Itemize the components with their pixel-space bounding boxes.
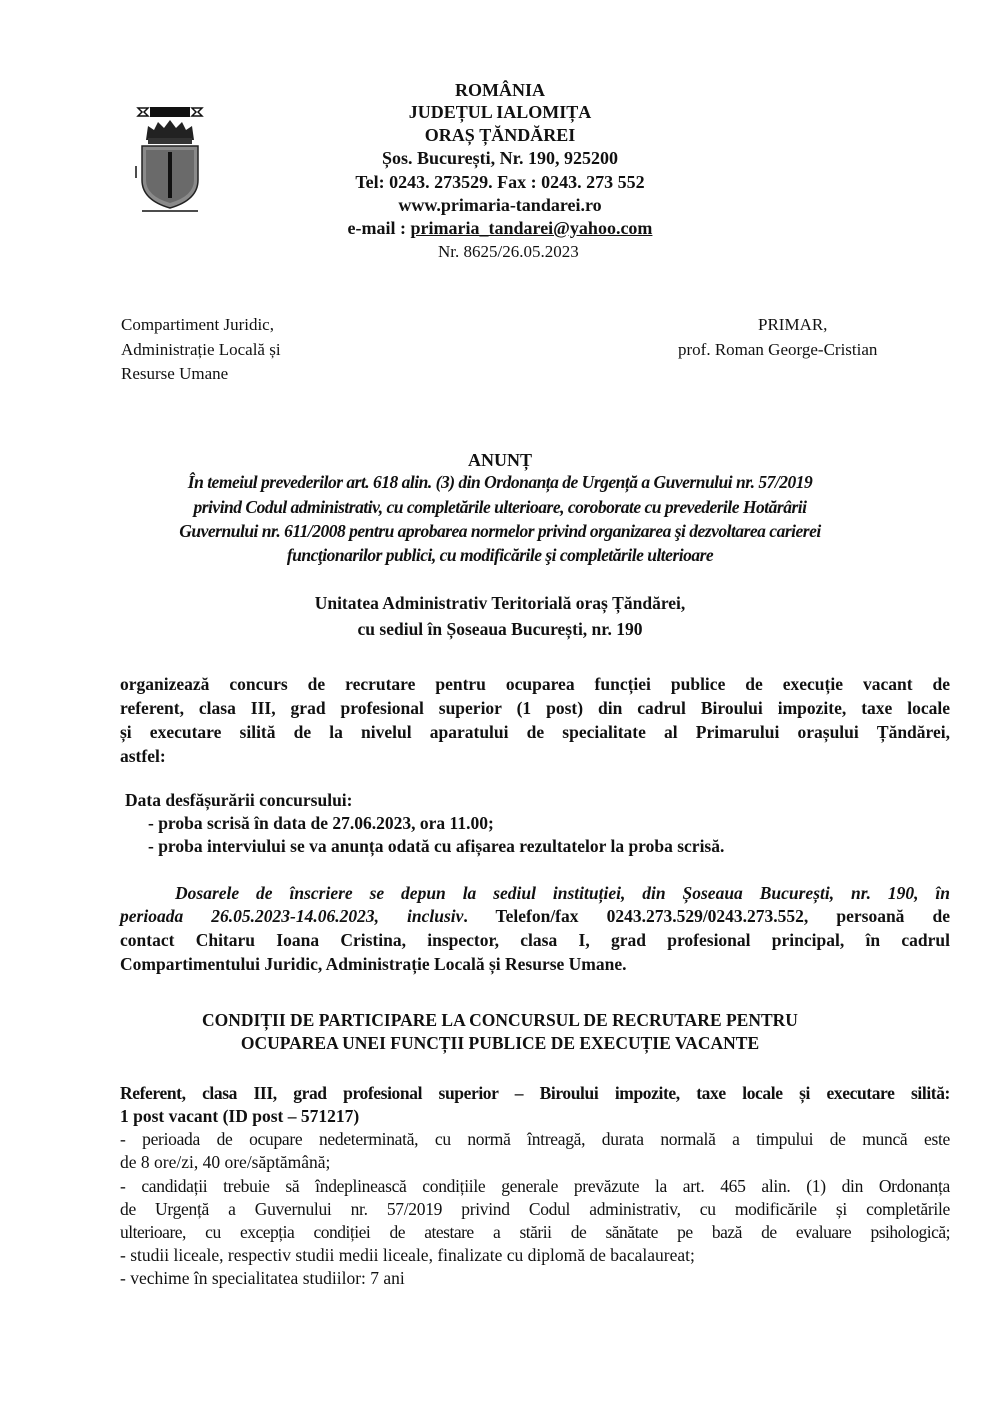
files-line: Dosarele de înscriere se depun la sediul instituției, din Șoseaua București, nr. 190, în: [175, 883, 950, 903]
document-number: Nr. 8625/26.05.2023: [438, 242, 579, 261]
header-email-line: [0, 218, 1000, 239]
email-link[interactable]: primaria_tandarei@yahoo.com: [410, 218, 653, 238]
conditions-title-line: CONDIȚII DE PARTICIPARE LA CONCURSUL DE RECRUTARE PENTRU: [202, 1010, 798, 1030]
files-line: contact Chitaru Ioana Cristina, inspector, clasa I, grad profesional principal, în cadrul: [120, 930, 950, 950]
sender-line: Administrație Locală și: [121, 340, 281, 359]
header-country: ROMÂNIA: [455, 80, 545, 100]
condition-line: - studii liceale, respectiv studii medii liceale, finalizate cu diplomă de bacalaureat;: [120, 1245, 695, 1265]
condition-line: - perioada de ocupare nedeterminată, cu normă întreagă, durata normală a timpului de muncă este: [120, 1129, 950, 1149]
legal-basis-line: În temeiul prevederilor art. 618 alin. (3) din Ordonanța de Urgență a Guvernului nr. 57/2019: [187, 472, 813, 492]
header-county: JUDEȚUL IALOMIȚA: [408, 102, 592, 122]
schedule-item: - proba scrisă în data de 27.06.2023, ora 11.00;: [148, 813, 494, 833]
email-label: e-mail :: [347, 218, 411, 238]
approver-name: prof. Roman George-Cristian: [678, 340, 878, 359]
intro-line: referent, clasa III, grad profesional superior (1 post) din cadrul Biroului impozite, taxe locale: [120, 698, 950, 718]
legal-basis-line: Guvernului nr. 611/2008 pentru aprobarea normelor privind organizarea şi dezvoltarea carierei: [179, 521, 821, 541]
header-address: Șos. București, Nr. 190, 925200: [381, 148, 619, 168]
schedule-item: - proba interviului se va anunța odată cu afișarea rezultatelor la proba scrisă.: [148, 836, 725, 856]
sender-line: Compartiment Juridic,: [121, 315, 274, 334]
sender-line: Resurse Umane: [121, 364, 229, 383]
condition-line: de 8 ore/zi, 40 ore/săptămână;: [120, 1152, 331, 1172]
organizer-line: cu sediul în Șoseaua București, nr. 190: [357, 619, 643, 639]
condition-line: de Urgență a Guvernului nr. 57/2019 privind Codul administrativ, cu modificările și completările: [120, 1199, 950, 1219]
organizer-line: Unitatea Administrativ Teritorială oraș Țăndărei,: [314, 593, 686, 613]
announcement-title: ANUNȚ: [467, 450, 532, 470]
condition-line: - candidații trebuie să îndeplinească condițiile generale prevăzute la art. 465 alin. (1) din Ordonanța: [120, 1176, 950, 1196]
conditions-title-line: OCUPAREA UNEI FUNCȚII PUBLICE DE EXECUȚIE VACANTE: [240, 1033, 760, 1053]
schedule-title: Data desfășurării concursului:: [125, 790, 353, 810]
header-phone: Tel: 0243. 273529. Fax : 0243. 273 552: [355, 172, 645, 192]
files-period: perioada 26.05.2023-14.06.2023, inclusiv: [120, 906, 464, 926]
position-line: Referent, clasa III, grad profesional superior – Biroului impozite, taxe locale și executare silită:: [120, 1083, 950, 1103]
header-website: www.primaria-tandarei.ro: [398, 195, 602, 215]
files-line: Compartimentului Juridic, Administrație Locală și Resurse Umane.: [120, 954, 627, 974]
intro-line: și executare silită de la nivelul aparatului de specialitate al Primarului orașului Țăndărei,: [120, 722, 950, 742]
files-line: [120, 906, 950, 927]
condition-line: ulterioare, cu excepția condiției de atestare a stării de sănătate pe bază de evaluare psihologică;: [120, 1222, 950, 1242]
approver-title: PRIMAR,: [758, 315, 828, 334]
legal-basis-line: privind Codul administrativ, cu completările ulterioare, coroborate cu prevederile Hotărârii: [193, 497, 807, 517]
legal-basis-line: funcţionarilor publici, cu modificările şi completările ulterioare: [286, 545, 714, 565]
intro-line: astfel:: [120, 746, 166, 766]
condition-line: - vechime în specialitatea studiilor: 7 ani: [120, 1268, 405, 1288]
position-line: 1 post vacant (ID post – 571217): [120, 1106, 360, 1126]
intro-line: organizează concurs de recrutare pentru ocuparea funcției publice de execuție vacant de: [120, 674, 950, 694]
files-contact: . Telefon/fax 0243.273.529/0243.273.552, persoană de: [463, 906, 950, 926]
header-town: ORAȘ ȚĂNDĂREI: [424, 125, 576, 145]
